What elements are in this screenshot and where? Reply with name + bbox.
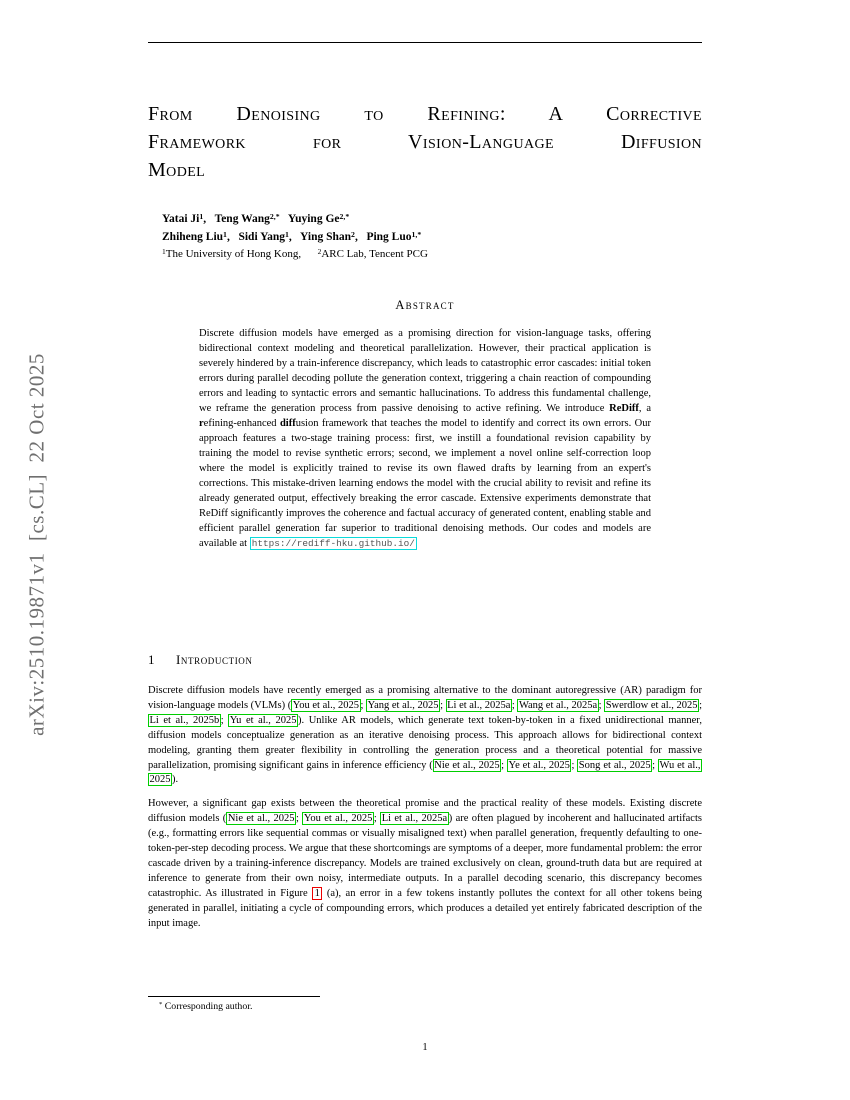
text-segment: r [199, 418, 204, 429]
arxiv-identifier: arXiv:2510.19871v1 [cs.CL] 22 Oct 2025 [24, 353, 49, 736]
text-segment: efining-enhanced [203, 418, 280, 429]
text-segment [280, 213, 288, 225]
text-segment: ). [172, 774, 179, 786]
text-segment: Corresponding author. [162, 1001, 253, 1012]
text-segment: ) are often plagued by incoherent and hallucinated artifacts (e.g., formatting errors like sequential commas or visually misaligned text) when parallel generation, frequently defaulting to one-token-per-step decoding process. We argue that these shortcomings are symptoms of a deeper, more fundamental problem: the error cascade driven by a training-inference discrepancy. Models are trained exclusively on clean, ground-truth data but are required at inference to generate from their own noisy, intermediate outputs. In a parallel decoding scenario, this discrepancy becomes catastrophic. As illustrated in Figure [148, 813, 702, 899]
text-segment: Discrete diffusion models have recently emerged as a promising alternative to the dominant autoregressive (AR) paradigm for vision-language models (VLMs) ( [148, 685, 702, 711]
text-segment: ; [220, 714, 229, 726]
author-name: Teng Wang [214, 213, 270, 225]
text-segment: ; [360, 699, 367, 711]
model-name: ReDiff [609, 403, 639, 414]
author-line-1 [162, 211, 702, 229]
text-segment: ; [296, 813, 303, 825]
text-segment: , a [638, 403, 651, 414]
text-segment: Discrete diffusion models have emerged as a promising direction for vision-language tasks, offering bidirectional context modeling and theoretical parallelization. However, their practical application is severely hindered by a train-inference discrepancy, which leads to catastrophic error cascades: initial token errors during parallel decoding pollute the generation context, triggering a chain reaction of compounding errors and leading to syntactic errors and semantic hallucinations. To address this fundamental challenge, we reframe the generation process from passive denoising to active refining. We introduce [199, 328, 651, 414]
footnote-text [148, 1001, 702, 1012]
affiliation: The University of Hong Kong, [165, 248, 318, 260]
text-segment: ). Unlike AR models, which generate text token-by-token in a fixed unidirectional manner, diffusion models conceptualize generation as an iterative denoising process. This approach allows for bidirectional context modeling, granting them greater flexibility in controlling the generation process and a theoretical potential for massive parallelization, promising significant gains in inference efficiency ( [148, 714, 703, 771]
citation[interactable]: You et al., 2025 [292, 699, 360, 711]
header-rule [148, 42, 702, 43]
text-segment: (a), an error in a few tokens instantly pollutes the context for all other tokens being generated in parallel, initiating a cycle of compounding errors, which produces a detailed yet entirely fabricated description of the input image. [148, 887, 702, 929]
section-heading-introduction [148, 652, 702, 668]
abstract-text [199, 326, 651, 551]
text-segment: , [226, 230, 239, 243]
text-segment: ; [699, 699, 702, 711]
affiliation-line [162, 246, 702, 264]
text-segment: ; [652, 759, 658, 771]
introduction-section [148, 652, 702, 932]
abstract-section [148, 298, 702, 551]
citation[interactable]: Li et al., 2025a [447, 699, 511, 711]
citation[interactable]: Li et al., 2025a [381, 813, 448, 825]
affil-mark: 1 [162, 247, 166, 257]
footnote-rule [148, 996, 320, 997]
author-name: Ying Shan [300, 230, 352, 243]
title-line-3: Model [148, 159, 206, 181]
text-segment: ; [440, 699, 446, 711]
text-segment: However, a significant gap exists between the theoretical promise and the practical reality of these models. Existing discrete diffusion models ( [148, 798, 702, 825]
footnote-marker: * [159, 1001, 163, 1009]
text-segment: diff [279, 418, 296, 429]
citation[interactable]: Swerdlow et al., 2025 [605, 699, 698, 711]
citation[interactable]: You et al., 2025 [303, 813, 373, 825]
text-segment: usion framework that teaches the model to identify and correct its own errors. Our approach features a two-stage training process: first, we instill a foundational revision capability by training the model to revise synthetic errors; second, we implement a novel online self-correction loop where the model is explicitly trained to revise its own flawed drafts by learning from an expert's corrections. This mistake-driven learning endows the model with the crucial ability to revisit and refine its already generated output, effectively breaking the error cascade. Extensive experiments demonstrate that ReDiff significantly improves the coherence and factual accuracy of generated content, enabling stable and efficient parallel generation far superior to traditional denoising methods. Our codes and models are available at [199, 418, 651, 549]
section-label: Introduction [175, 652, 253, 667]
abstract-heading: Abstract [395, 298, 455, 312]
text-segment: ; [571, 759, 578, 771]
author-affil-mark: 1 [223, 229, 227, 239]
section-number: 1 [148, 652, 156, 667]
text-segment: , [354, 230, 367, 243]
text-segment: , [203, 213, 215, 225]
title-line-1: From Denoising to Refining: A Corrective [148, 103, 702, 125]
footnote [148, 996, 702, 1012]
author-affil-mark: 1 [285, 229, 289, 239]
affiliation: ARC Lab, Tencent PCG [321, 248, 428, 260]
author-name: Yatai Ji [162, 213, 200, 225]
citation[interactable]: Ye et al., 2025 [508, 759, 570, 771]
author-name: Ping Luo [366, 230, 412, 243]
author-affil-mark: 1,* [411, 229, 422, 239]
text-segment: ; [598, 699, 605, 711]
citation[interactable]: Song et al., 2025 [578, 759, 651, 771]
citation[interactable]: Wu et al., 2025 [149, 759, 701, 786]
citation[interactable]: Nie et al., 2025 [227, 813, 295, 825]
citation[interactable]: Wang et al., 2025a [518, 699, 598, 711]
author-block [148, 211, 702, 264]
project-link[interactable]: https://rediff-hku.github.io/ [251, 538, 415, 549]
figure-reference[interactable]: 1 [312, 887, 322, 900]
author-affil-mark: 1 [199, 212, 204, 222]
author-affil-mark: 2,* [339, 212, 350, 222]
text-segment: ; [501, 759, 508, 771]
citation[interactable]: Li et al., 2025b [149, 714, 220, 726]
author-affil-mark: 2,* [269, 212, 280, 222]
intro-paragraph-1 [148, 684, 702, 788]
affil-mark: 2 [317, 247, 322, 257]
author-name: Yuying Ge [287, 213, 340, 225]
author-name: Sidi Yang [238, 230, 286, 243]
citation[interactable]: Yu et al., 2025 [229, 714, 297, 726]
text-segment: ; [373, 813, 381, 825]
text-segment: ; [511, 699, 518, 711]
intro-paragraph-2 [148, 797, 702, 931]
citation[interactable]: Nie et al., 2025 [434, 759, 500, 771]
title-line-2: Framework for Vision-Language Diffusion [148, 131, 702, 153]
citation[interactable]: Yang et al., 2025 [367, 699, 439, 711]
author-name: Zhiheng Liu [162, 230, 224, 243]
text-segment: , [288, 230, 300, 243]
paper-title [148, 100, 702, 184]
author-affil-mark: 2 [351, 229, 355, 239]
page-number: 1 [422, 1042, 428, 1053]
author-line-2 [162, 229, 702, 247]
